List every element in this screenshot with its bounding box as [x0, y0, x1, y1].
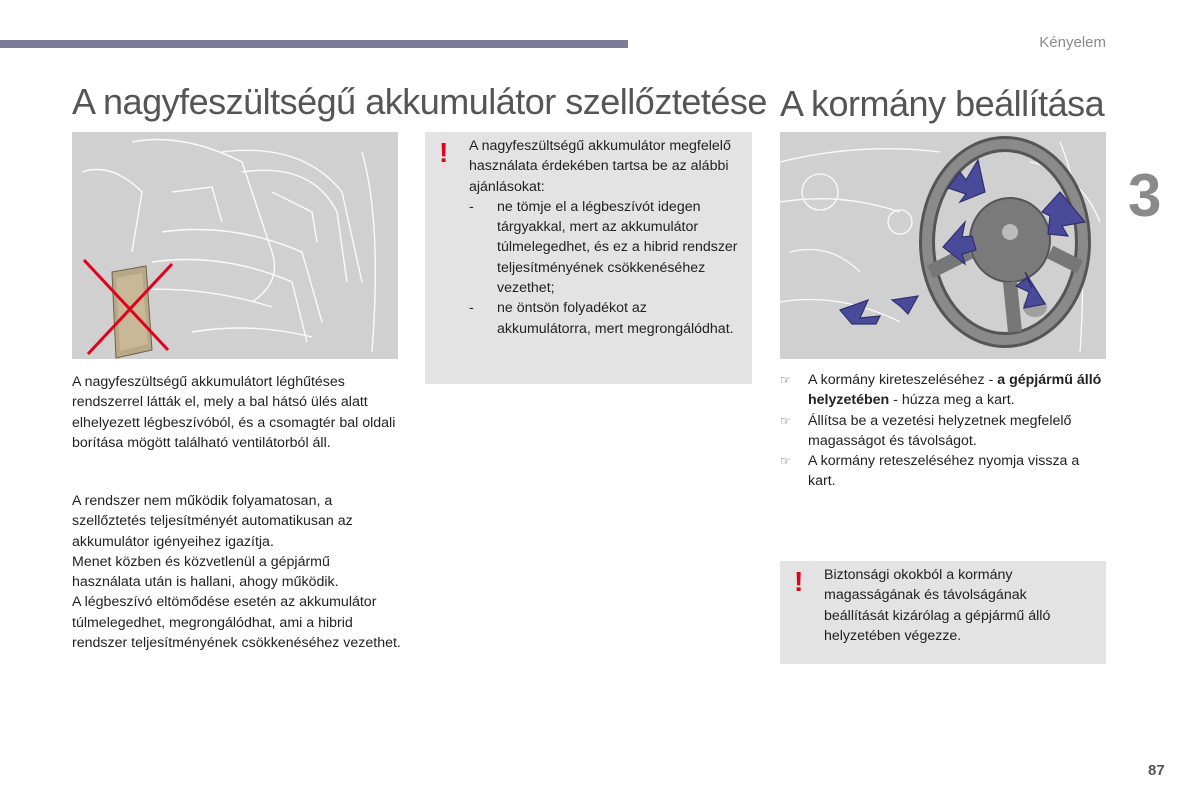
battery-warning-item: - ne öntsön folyadékot az akkumulátorra, mert megrongálódhat.: [469, 300, 734, 337]
pointing-hand-icon: ☞: [780, 373, 791, 387]
exclamation-icon: !: [439, 137, 449, 168]
battery-warning-intro: A nagyfeszültségű akkumulátor megfelelő használata érdekében tartsa be az alábbi ajánlásokat:: [469, 138, 731, 195]
steering-wheel-illustration: [780, 132, 1106, 359]
steering-warning-text: Biztonsági okokból a kormány magasságának és távolságának beállítását kizárólag a gépjármű álló helyzetében végezze.: [824, 567, 1051, 644]
steering-steps-list: [780, 370, 1106, 492]
steering-step: ☞ A kormány reteszeléséhez nyomja vissza a kart.: [780, 451, 1106, 492]
battery-warning-item: - ne tömje el a légbeszívót idegen tárgyakkal, mert az akkumulátor túlmelegedhet, és ez a hibrid rendszer teljesítményének csökkenéséhez vezethet;: [469, 198, 738, 297]
chapter-number: 3: [1128, 162, 1162, 229]
operation-paragraph: A rendszer nem működik folyamatosan, a szellőztetés teljesítményét automatikusan az akkumulátor igényeihez igazítja. Menet közben és közvetlenül a gépjármű használata után is hallani, ahogy működik. A légbeszívó eltömődése esetén az akkumulátor túlmelegedhet, megrongálódhat, ami a hibrid rendszer teljesítményének csökkenéséhez vezethet.: [72, 493, 401, 652]
battery-ventilation-title: A nagyfeszültségű akkumulátor szellőztetése: [72, 81, 767, 122]
pointing-hand-icon: ☞: [780, 413, 791, 428]
steering-step: ☞ A kormány kireteszeléséhez - a gépjármű álló helyzetében - húzza meg a kart.: [780, 370, 1106, 411]
header-accent-bar: [0, 40, 628, 48]
cooling-system-paragraph: A nagyfeszültségű akkumulátort léghűtéses rendszerrel látták el, mely a bal hátsó ülés alatt elhelyezett légbeszívóból, és a csomagtér bal oldali borítása mögött található ventilátorból áll.: [72, 374, 396, 451]
section-name: Kényelem: [1039, 34, 1106, 51]
battery-warning-text: [469, 136, 744, 339]
pointing-hand-icon: ☞: [780, 454, 791, 469]
battery-warning-box: [425, 132, 752, 384]
steering-adjustment-title: A kormány beállítása: [780, 83, 1105, 124]
exclamation-icon: !: [794, 566, 804, 597]
steering-step: ☞ Állítsa be a vezetési helyzetnek megfelelő magasságot és távolságot.: [780, 411, 1106, 452]
page-number: 87: [1148, 762, 1165, 779]
rear-seat-air-intake-illustration: [72, 132, 398, 359]
steering-warning-box: [780, 561, 1106, 664]
